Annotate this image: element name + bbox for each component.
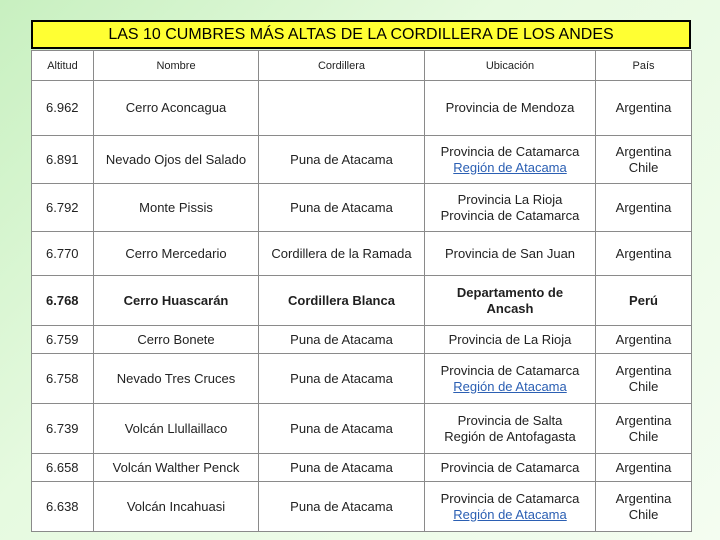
cell-ubicacion bbox=[425, 136, 596, 184]
pais-line: Argentina bbox=[615, 412, 672, 428]
cell-altitud: 6.962 bbox=[32, 81, 94, 136]
pais-line: Perú bbox=[629, 292, 658, 308]
table-row bbox=[32, 184, 692, 232]
cell-nombre: Cerro Bonete bbox=[94, 326, 259, 354]
cell-altitud: 6.739 bbox=[32, 404, 94, 454]
ubicacion-link[interactable]: Región de Atacama bbox=[453, 159, 567, 175]
table-title: LAS 10 CUMBRES MÁS ALTAS DE LA CORDILLERA DE LOS ANDES bbox=[31, 20, 691, 49]
pais-line: Argentina bbox=[615, 100, 672, 115]
cell-ubicacion bbox=[425, 232, 596, 276]
cell-pais bbox=[596, 354, 692, 404]
cell-altitud: 6.770 bbox=[32, 232, 94, 276]
cell-ubicacion bbox=[425, 276, 596, 326]
ubicacion-link[interactable]: Región de Atacama bbox=[453, 378, 567, 394]
header-ubicacion: Ubicación bbox=[425, 51, 596, 81]
content-wrapper bbox=[31, 20, 691, 538]
cell-pais bbox=[596, 454, 692, 482]
cell-cordillera: Puna de Atacama bbox=[259, 184, 425, 232]
cell-ubicacion bbox=[425, 354, 596, 404]
cell-cordillera: Cordillera Blanca bbox=[259, 276, 425, 326]
ubicacion-line: Provincia de San Juan bbox=[444, 245, 576, 261]
cell-ubicacion bbox=[425, 184, 596, 232]
table-row bbox=[32, 354, 692, 404]
cell-nombre: Nevado Ojos del Salado bbox=[94, 136, 259, 184]
cell-altitud: 6.758 bbox=[32, 354, 94, 404]
ubicacion-line: Provincia de Catamarca bbox=[440, 362, 580, 378]
cell-pais bbox=[596, 326, 692, 354]
pais-line: Argentina bbox=[615, 199, 672, 215]
table-body bbox=[32, 81, 692, 532]
cell-pais bbox=[596, 404, 692, 454]
header-cordillera: Cordillera bbox=[259, 51, 425, 81]
cell-nombre: Cerro Aconcagua bbox=[94, 81, 259, 136]
cell-ubicacion bbox=[425, 81, 596, 136]
cell-ubicacion bbox=[425, 482, 596, 532]
cell-nombre: Cerro Huascarán bbox=[94, 276, 259, 326]
cell-nombre: Cerro Mercedario bbox=[94, 232, 259, 276]
cell-cordillera: Puna de Atacama bbox=[259, 404, 425, 454]
pais-line: Argentina bbox=[615, 245, 672, 261]
ubicacion-link[interactable]: Región de Atacama bbox=[453, 506, 567, 522]
header-pais: País bbox=[596, 51, 692, 81]
cell-cordillera: Puna de Atacama bbox=[259, 482, 425, 532]
cell-nombre: Volcán Llullaillaco bbox=[94, 404, 259, 454]
header-nombre: Nombre bbox=[94, 51, 259, 81]
peaks-table bbox=[31, 50, 692, 532]
header-row bbox=[32, 51, 692, 81]
ubicacion-line: Provincia de Catamarca bbox=[440, 207, 580, 223]
pais-line: Chile bbox=[628, 428, 659, 444]
cell-cordillera: Puna de Atacama bbox=[259, 326, 425, 354]
ubicacion-line: Provincia de Catamarca bbox=[440, 459, 580, 475]
table-row bbox=[32, 232, 692, 276]
pais-line: Chile bbox=[628, 159, 659, 175]
pais-line: Argentina bbox=[615, 490, 672, 506]
cell-nombre: Monte Pissis bbox=[94, 184, 259, 232]
cell-pais bbox=[596, 232, 692, 276]
cell-altitud: 6.658 bbox=[32, 454, 94, 482]
cell-cordillera: Puna de Atacama bbox=[259, 454, 425, 482]
cell-ubicacion bbox=[425, 326, 596, 354]
ubicacion-line: Región de Antofagasta bbox=[444, 428, 576, 444]
cell-cordillera: Puna de Atacama bbox=[259, 354, 425, 404]
cell-ubicacion bbox=[425, 454, 596, 482]
cell-altitud: 6.768 bbox=[32, 276, 94, 326]
ubicacion-line: Provincia de Mendoza bbox=[445, 100, 575, 115]
ubicacion-line: Provincia de La Rioja bbox=[448, 331, 572, 347]
pais-line: Argentina bbox=[615, 143, 672, 159]
table-row bbox=[32, 276, 692, 326]
table-row bbox=[32, 136, 692, 184]
cell-cordillera bbox=[259, 81, 425, 136]
cell-nombre: Nevado Tres Cruces bbox=[94, 354, 259, 404]
table-row bbox=[32, 482, 692, 532]
table-row bbox=[32, 326, 692, 354]
cell-altitud: 6.891 bbox=[32, 136, 94, 184]
ubicacion-line: Provincia La Rioja bbox=[457, 191, 563, 207]
cell-altitud: 6.638 bbox=[32, 482, 94, 532]
cell-cordillera: Cordillera de la Ramada bbox=[259, 232, 425, 276]
ubicacion-line: Provincia de Catamarca bbox=[440, 143, 580, 159]
pais-line: Chile bbox=[628, 506, 659, 522]
pais-line: Chile bbox=[628, 378, 659, 394]
pais-line: Argentina bbox=[615, 459, 672, 475]
ubicacion-line: Provincia de Salta bbox=[457, 412, 563, 428]
cell-pais bbox=[596, 81, 692, 136]
ubicacion-line: Ancash bbox=[486, 300, 534, 316]
cell-pais bbox=[596, 482, 692, 532]
cell-cordillera: Puna de Atacama bbox=[259, 136, 425, 184]
ubicacion-line: Departamento de bbox=[456, 284, 564, 300]
pais-line: Argentina bbox=[615, 362, 672, 378]
cell-altitud: 6.759 bbox=[32, 326, 94, 354]
pais-line: Argentina bbox=[615, 331, 672, 347]
cell-ubicacion bbox=[425, 404, 596, 454]
table-row bbox=[32, 404, 692, 454]
cell-pais bbox=[596, 276, 692, 326]
table-row bbox=[32, 454, 692, 482]
cell-pais bbox=[596, 184, 692, 232]
header-altitud: Altitud bbox=[32, 51, 94, 81]
cell-nombre: Volcán Incahuasi bbox=[94, 482, 259, 532]
cell-altitud: 6.792 bbox=[32, 184, 94, 232]
cell-nombre: Volcán Walther Penck bbox=[94, 454, 259, 482]
cell-pais bbox=[596, 136, 692, 184]
ubicacion-line: Provincia de Catamarca bbox=[440, 490, 580, 506]
table-row bbox=[32, 81, 692, 136]
